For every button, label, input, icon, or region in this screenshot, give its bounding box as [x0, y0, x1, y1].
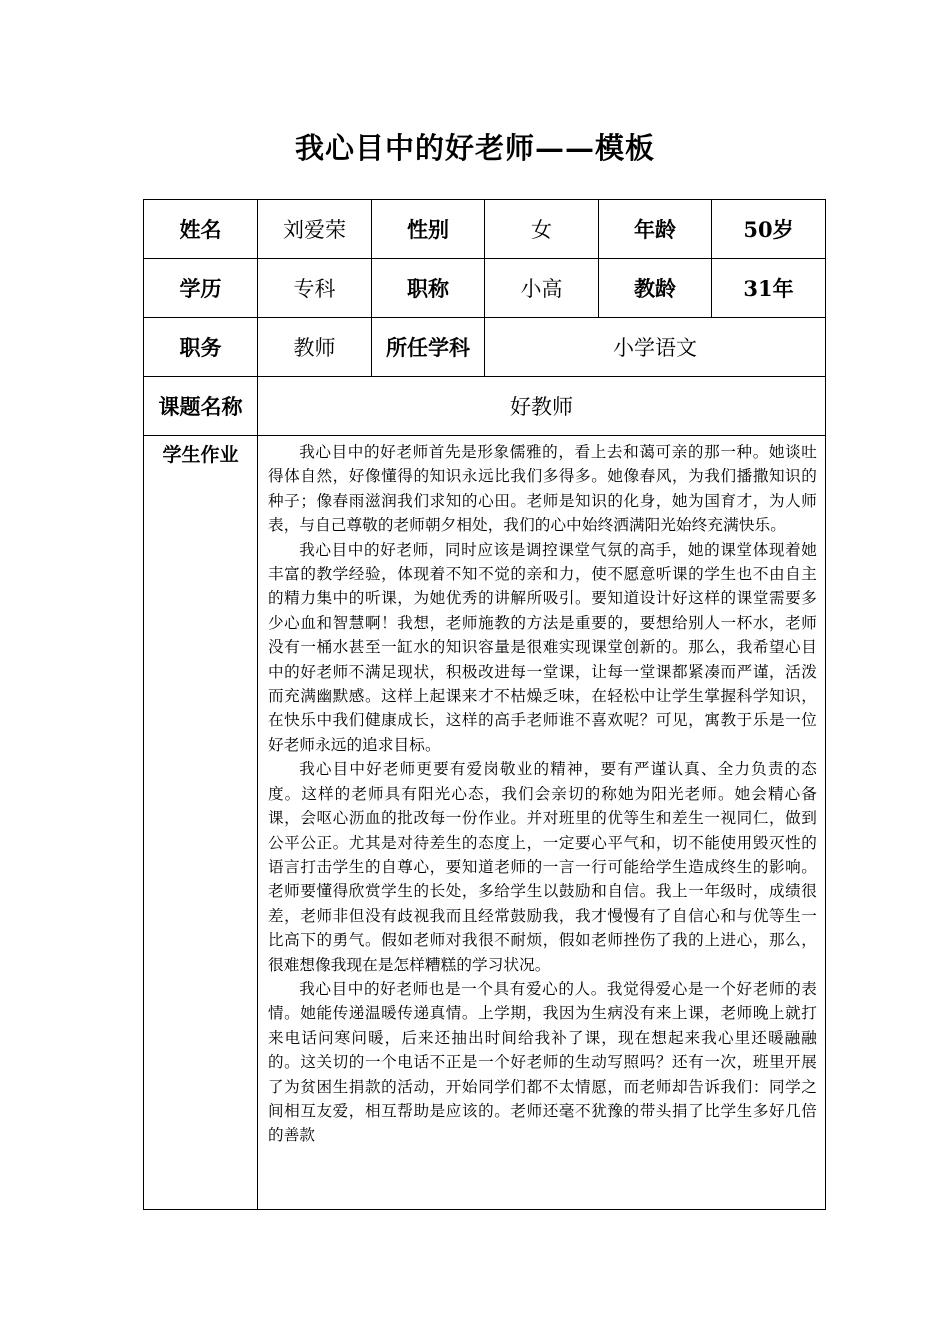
position-label: 职务 — [144, 318, 258, 377]
age-label: 年龄 — [599, 200, 712, 259]
essay-body — [268, 440, 817, 1148]
topic-value: 好教师 — [258, 377, 826, 436]
page-title: 我心目中的好老师——模板 — [294, 131, 655, 165]
rank-label: 职称 — [372, 259, 485, 318]
table-row — [144, 200, 826, 259]
essay-paragraph: 我心目中好老师更要有爱岗敬业的精神，要有严谨认真、全力负责的态度。这样的老师具有阳光心态，我们会亲切的称她为阳光老师。她会精心备课，会呕心沥血的批改每一份作业。并对班里的优等生和差生一视同仁，做到公平公正。尤其是对待差生的态度上，一定要心平气和，切不能使用毁灭性的语言打击学生的自尊心，要知道老师的一言一行可能给学生造成终生的影响。老师要懂得欣赏学生的长处，多给学生以鼓励和自信。我上一年级时，成绩很差，老师非但没有歧视我而且经常鼓励我，我才慢慢有了自信心和与优等生一比高下的勇气。假如老师对我很不耐烦，假如老师挫伤了我的上进心，那么，很难想像我现在是怎样糟糕的学习状况。 — [268, 760, 817, 974]
table-row — [144, 377, 826, 436]
name-label: 姓名 — [144, 200, 258, 259]
gender-value: 女 — [485, 200, 599, 259]
education-value: 专科 — [258, 259, 372, 318]
rank-value: 小高 — [485, 259, 599, 318]
age-value: 50岁 — [712, 200, 826, 259]
subject-value: 小学语文 — [485, 318, 826, 377]
table-row — [144, 436, 826, 1210]
homework-label: 学生作业 — [144, 436, 258, 1210]
table-row — [144, 259, 826, 318]
essay-paragraph: 我心目中的好老师，同时应该是调控课堂气氛的高手，她的课堂体现着她丰富的教学经验，体现着不知不觉的亲和力，使不愿意听课的学生也不由自主的精力集中的听课，为她优秀的讲解所吸引。要知道设计好这样的课堂需要多少心血和智慧啊！我想，老师施教的方法是重要的，要想给别人一杯水，老师没有一桶水甚至一缸水的知识容量是很难实现课堂创新的。那么，我希望心目中的好老师不满足现状，积极改进每一堂课，让每一堂课都紧凑而严谨，活泼而充满幽默感。这样上起课来才不枯燥乏味，在轻松中让学生掌握科学知识，在快乐中我们健康成长，这样的高手老师谁不喜欢呢？可见，寓教于乐是一位好老师永远的追求目标。 — [268, 540, 817, 754]
table-row — [144, 318, 826, 377]
teacher-info-table — [143, 199, 826, 1210]
teaching-years-label: 教龄 — [599, 259, 712, 318]
position-value: 教师 — [258, 318, 372, 377]
teaching-years-value: 31年 — [712, 259, 826, 318]
name-value: 刘爱荣 — [258, 200, 372, 259]
essay-paragraph: 我心目中的好老师也是一个具有爱心的人。我觉得爱心是一个好老师的表情。她能传递温暖传递真情。上学期，我因为生病没有来上课，老师晚上就打来电话问寒问暖，后来还抽出时间给我补了课，现在想起来我心里还暖融融的。这关切的一个电话不正是一个好老师的生动写照吗？还有一次，班里开展了为贫困生捐款的活动，开始同学们都不太情愿，而老师却告诉我们：同学之间相互友爱，相互帮助是应该的。老师还毫不犹豫的带头捐了比学生多好几倍的善款 — [268, 979, 817, 1145]
gender-label: 性别 — [372, 200, 485, 259]
topic-label: 课题名称 — [144, 377, 258, 436]
homework-essay-cell — [258, 436, 826, 1210]
subject-label: 所任学科 — [372, 318, 485, 377]
essay-paragraph: 我心目中的好老师首先是形象儒雅的，看上去和蔼可亲的那一种。她谈吐得体自然，好像懂得的知识永远比我们多得多。她像春风，为我们播撒知识的种子；像春雨滋润我们求知的心田。老师是知识的化身，她为国育才，为人师表，与自己尊敬的老师朝夕相处，我们的心中始终洒满阳光始终充满快乐。 — [268, 443, 817, 535]
education-label: 学历 — [144, 259, 258, 318]
